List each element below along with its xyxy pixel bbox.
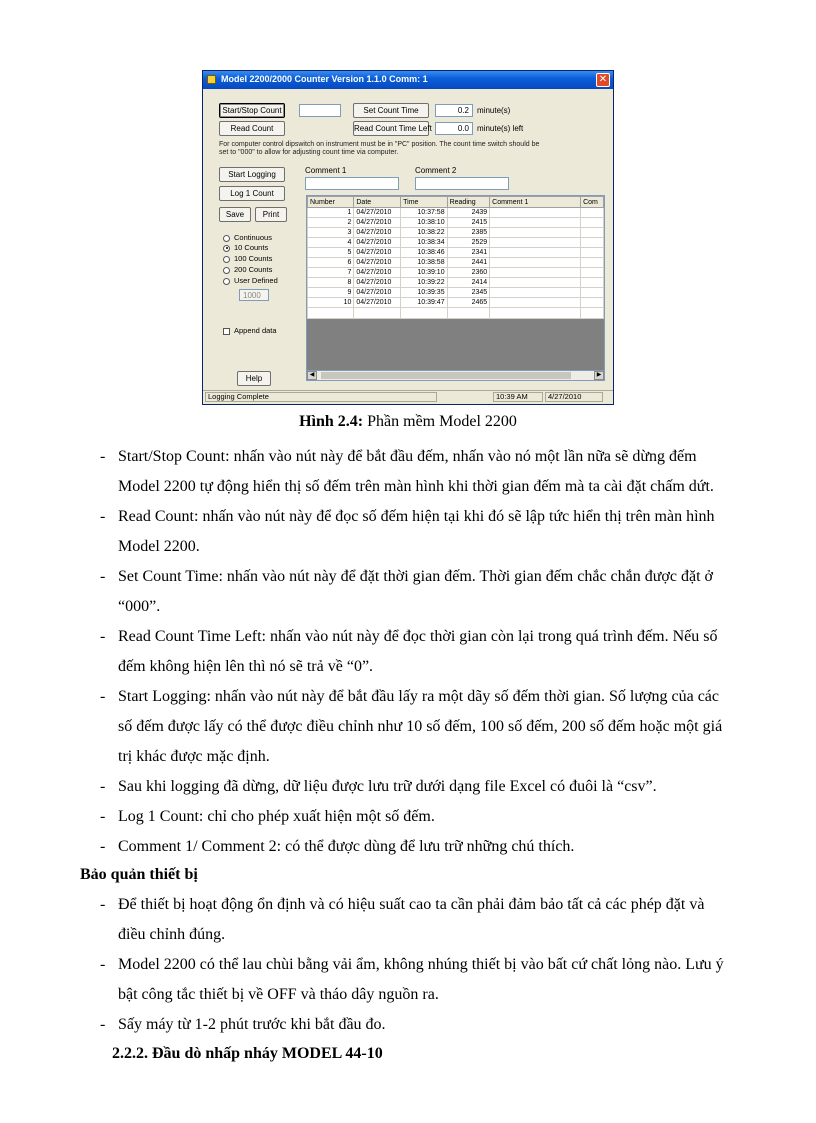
- cell-comment2: [581, 268, 604, 278]
- cell-comment2: [581, 208, 604, 218]
- cell-reading: 2360: [447, 268, 490, 278]
- status-time: 10:39 AM: [493, 392, 543, 402]
- print-button[interactable]: Print: [255, 207, 287, 222]
- readings-table: [307, 196, 604, 319]
- cell-time: 10:39:10: [401, 268, 447, 278]
- bullet-dash: -: [100, 896, 106, 913]
- cell-time: 10:38:46: [401, 248, 447, 258]
- scroll-left-icon[interactable]: ◀: [307, 371, 317, 380]
- table-row[interactable]: [308, 248, 604, 258]
- list-item-continuation: “000”.: [118, 598, 161, 615]
- bullet-dash: -: [100, 628, 106, 645]
- table-header-row: [308, 197, 604, 208]
- cell-date: 04/27/2010: [354, 298, 401, 308]
- radio-label: Continuous: [234, 233, 272, 242]
- cell-comment1: [490, 248, 581, 258]
- radio-icon: [223, 267, 230, 274]
- list-item-text: Sau khi logging đã dừng, dữ liệu được lưu trữ dưới dạng file Excel có đuôi là “csv”.: [118, 778, 657, 795]
- cell-empty: [308, 308, 354, 319]
- cell-reading: 2415: [447, 218, 490, 228]
- cell-comment2: [581, 258, 604, 268]
- table-row[interactable]: [308, 218, 604, 228]
- cell-time: 10:38:34: [401, 238, 447, 248]
- list-item-continuation: trị khác được mặc định.: [118, 748, 270, 765]
- table-row[interactable]: [308, 278, 604, 288]
- status-date: 4/27/2010: [545, 392, 603, 402]
- cell-number: 7: [308, 268, 354, 278]
- cell-empty: [447, 308, 490, 319]
- start-logging-button[interactable]: Start Logging: [219, 167, 285, 182]
- cell-comment1: [490, 268, 581, 278]
- help-button[interactable]: Help: [237, 371, 271, 386]
- bullet-dash: -: [100, 778, 106, 795]
- table-row[interactable]: [308, 288, 604, 298]
- cell-comment2: [581, 278, 604, 288]
- count-display-field[interactable]: [299, 104, 341, 117]
- cell-number: 10: [308, 298, 354, 308]
- list-item-text: Comment 1/ Comment 2: có thể được dùng để lưu trữ những chú thích.: [118, 838, 575, 855]
- table-row[interactable]: [308, 258, 604, 268]
- cell-reading: 2341: [447, 248, 490, 258]
- time-left-field: 0.0: [435, 122, 473, 135]
- horizontal-scrollbar[interactable]: [306, 370, 605, 381]
- radio-label: 10 Counts: [234, 243, 269, 252]
- cell-date: 04/27/2010: [354, 208, 401, 218]
- figure-caption: [0, 413, 816, 431]
- readings-grid[interactable]: [306, 195, 605, 381]
- table-row-empty[interactable]: [308, 308, 604, 319]
- cell-date: 04/27/2010: [354, 238, 401, 248]
- cell-time: 10:37:58: [401, 208, 447, 218]
- list-item-text: Sấy máy từ 1-2 phút trước khi bắt đầu đo.: [118, 1016, 386, 1033]
- comment1-input[interactable]: [305, 177, 399, 190]
- cell-empty: [401, 308, 447, 319]
- bullet-dash: -: [100, 568, 106, 585]
- pc-mode-note: For computer control dipswitch on instrument must be in "PC" position. The count time switch should be set to "000" to allow for adjusting count time via computer.: [219, 141, 540, 156]
- cell-comment1: [490, 288, 581, 298]
- cell-date: 04/27/2010: [354, 258, 401, 268]
- table-row[interactable]: [308, 208, 604, 218]
- list-item-text: Để thiết bị hoạt động ổn định và có hiệu suất cao ta cần phải đảm bảo tất cả các phép đặt và: [118, 896, 705, 913]
- close-icon[interactable]: ✕: [596, 73, 610, 87]
- subsection-heading: 2.2.2. Đầu dò nhấp nháy MODEL 44-10: [112, 1045, 383, 1062]
- cell-time: 10:38:10: [401, 218, 447, 228]
- cell-comment2: [581, 218, 604, 228]
- radio-200-counts[interactable]: [223, 265, 272, 275]
- scroll-right-icon[interactable]: ▶: [594, 371, 604, 380]
- list-item-text: Read Count: nhấn vào nút này để đọc số đếm hiện tại khi đó sẽ lập tức hiển thị trên màn hình: [118, 508, 715, 525]
- cell-number: 1: [308, 208, 354, 218]
- cell-time: 10:39:22: [401, 278, 447, 288]
- column-header[interactable]: Reading: [447, 197, 490, 208]
- cell-date: 04/27/2010: [354, 288, 401, 298]
- cell-date: 04/27/2010: [354, 278, 401, 288]
- list-item-text: Log 1 Count: chỉ cho phép xuất hiện một số đếm.: [118, 808, 435, 825]
- column-header[interactable]: Date: [354, 197, 401, 208]
- cell-reading: 2441: [447, 258, 490, 268]
- cell-reading: 2345: [447, 288, 490, 298]
- cell-comment2: [581, 288, 604, 298]
- cell-comment1: [490, 218, 581, 228]
- radio-label: 100 Counts: [234, 254, 273, 263]
- start-stop-count-button[interactable]: Start/Stop Count: [219, 103, 285, 118]
- cell-date: 04/27/2010: [354, 248, 401, 258]
- table-row[interactable]: [308, 228, 604, 238]
- bullet-dash: -: [100, 508, 106, 525]
- table-row[interactable]: [308, 268, 604, 278]
- list-item-text: Set Count Time: nhấn vào nút này để đặt thời gian đếm. Thời gian đếm chắc chắn được đặt ở: [118, 568, 713, 585]
- cell-date: 04/27/2010: [354, 218, 401, 228]
- cell-number: 2: [308, 218, 354, 228]
- count-time-input[interactable]: 0.2: [435, 104, 473, 117]
- radio-user-defined[interactable]: [223, 276, 278, 286]
- read-count-button[interactable]: Read Count: [219, 121, 285, 136]
- append-data-label: Append data: [234, 326, 277, 335]
- cell-number: 5: [308, 248, 354, 258]
- radio-label: 200 Counts: [234, 265, 273, 274]
- cell-comment1: [490, 298, 581, 308]
- scroll-thumb[interactable]: [321, 372, 571, 379]
- bullet-dash: -: [100, 956, 106, 973]
- list-item-continuation: đếm không hiện lên thì nó sẽ trả về “0”.: [118, 658, 374, 675]
- log-1-count-button[interactable]: Log 1 Count: [219, 186, 285, 201]
- cell-time: 10:39:35: [401, 288, 447, 298]
- cell-time: 10:39:47: [401, 298, 447, 308]
- bullet-dash: -: [100, 688, 106, 705]
- table-row[interactable]: [308, 298, 604, 308]
- cell-time: 10:38:58: [401, 258, 447, 268]
- cell-reading: 2465: [447, 298, 490, 308]
- window-titlebar: [203, 71, 613, 89]
- cell-number: 3: [308, 228, 354, 238]
- column-header[interactable]: Time: [401, 197, 447, 208]
- cell-reading: 2529: [447, 238, 490, 248]
- cell-date: 04/27/2010: [354, 228, 401, 238]
- cell-comment1: [490, 208, 581, 218]
- comment2-input[interactable]: [415, 177, 509, 190]
- bullet-dash: -: [100, 838, 106, 855]
- read-count-time-left-button[interactable]: Read Count Time Left: [353, 121, 429, 136]
- time-left-unit: minute(s) left: [477, 124, 524, 133]
- cell-reading: 2385: [447, 228, 490, 238]
- list-item-text: Read Count Time Left: nhấn vào nút này để đọc thời gian còn lại trong quá trình đếm. Nếu số: [118, 628, 718, 645]
- list-item-continuation: Model 2200 tự động hiển thị số đếm trên màn hình khi thời gian đếm mà ta cài đặt chấm dứt.: [118, 478, 714, 495]
- status-message: Logging Complete: [205, 392, 437, 402]
- user-defined-count-input[interactable]: 1000: [239, 289, 269, 301]
- cell-time: 10:38:22: [401, 228, 447, 238]
- checkbox-icon: [223, 328, 230, 335]
- radio-selected-icon: [223, 245, 230, 252]
- list-item-continuation: Model 2200.: [118, 538, 200, 555]
- cell-number: 4: [308, 238, 354, 248]
- radio-100-counts[interactable]: [223, 254, 272, 264]
- window-title: Model 2200/2000 Counter Version 1.1.0 Comm: 1: [221, 74, 428, 84]
- radio-label: User Defined: [234, 276, 278, 285]
- cell-comment2: [581, 298, 604, 308]
- cell-comment1: [490, 228, 581, 238]
- cell-empty: [490, 308, 581, 319]
- cell-number: 9: [308, 288, 354, 298]
- comment1-label: Comment 1: [305, 166, 347, 175]
- bullet-dash: -: [100, 1016, 106, 1033]
- comment2-label: Comment 2: [415, 166, 457, 175]
- set-count-time-button[interactable]: Set Count Time: [353, 103, 429, 118]
- radio-icon: [223, 278, 230, 285]
- cell-empty: [354, 308, 401, 319]
- section-heading: Bảo quản thiết bị: [80, 866, 198, 883]
- save-button[interactable]: Save: [219, 207, 251, 222]
- app-icon: [207, 75, 216, 84]
- column-header[interactable]: Number: [308, 197, 354, 208]
- column-header[interactable]: Com: [581, 197, 604, 208]
- list-item-continuation: số đếm được lấy có thể được điều chỉnh như 10 số đếm, 100 số đếm, 200 số đếm hoặc một giá: [118, 718, 723, 735]
- bullet-dash: -: [100, 448, 106, 465]
- cell-comment2: [581, 248, 604, 258]
- radio-continuous[interactable]: [223, 233, 272, 243]
- caption-text: Phần mềm Model 2200: [363, 413, 517, 430]
- cell-comment1: [490, 278, 581, 288]
- list-item-text: Model 2200 có thể lau chùi bằng vải ẩm, không nhúng thiết bị vào bất cứ chất lỏng nào. Lưu ý: [118, 956, 724, 973]
- list-item-text: Start/Stop Count: nhấn vào nút này để bắt đầu đếm, nhấn vào nó một lần nữa sẽ dừng đếm: [118, 448, 697, 465]
- list-item-continuation: bật công tắc thiết bị về OFF và tháo dây nguồn ra.: [118, 986, 439, 1003]
- radio-10-counts[interactable]: [223, 243, 268, 253]
- list-item-text: Start Logging: nhấn vào nút này để bắt đầu lấy ra một dãy số đếm thời gian. Số lượng của các: [118, 688, 720, 705]
- radio-icon: [223, 235, 230, 242]
- caption-label: Hình 2.4:: [299, 413, 364, 430]
- append-data-checkbox[interactable]: [223, 326, 277, 336]
- column-header[interactable]: Comment 1: [490, 197, 581, 208]
- cell-date: 04/27/2010: [354, 268, 401, 278]
- cell-comment1: [490, 258, 581, 268]
- cell-number: 6: [308, 258, 354, 268]
- status-bar: [203, 390, 613, 404]
- count-time-unit: minute(s): [477, 106, 511, 115]
- list-item-continuation: điều chỉnh đúng.: [118, 926, 226, 943]
- software-screenshot: [202, 70, 614, 405]
- cell-reading: 2439: [447, 208, 490, 218]
- cell-comment2: [581, 228, 604, 238]
- radio-icon: [223, 256, 230, 263]
- cell-comment2: [581, 238, 604, 248]
- bullet-dash: -: [100, 808, 106, 825]
- table-row[interactable]: [308, 238, 604, 248]
- cell-comment1: [490, 238, 581, 248]
- cell-reading: 2414: [447, 278, 490, 288]
- cell-number: 8: [308, 278, 354, 288]
- cell-empty: [581, 308, 604, 319]
